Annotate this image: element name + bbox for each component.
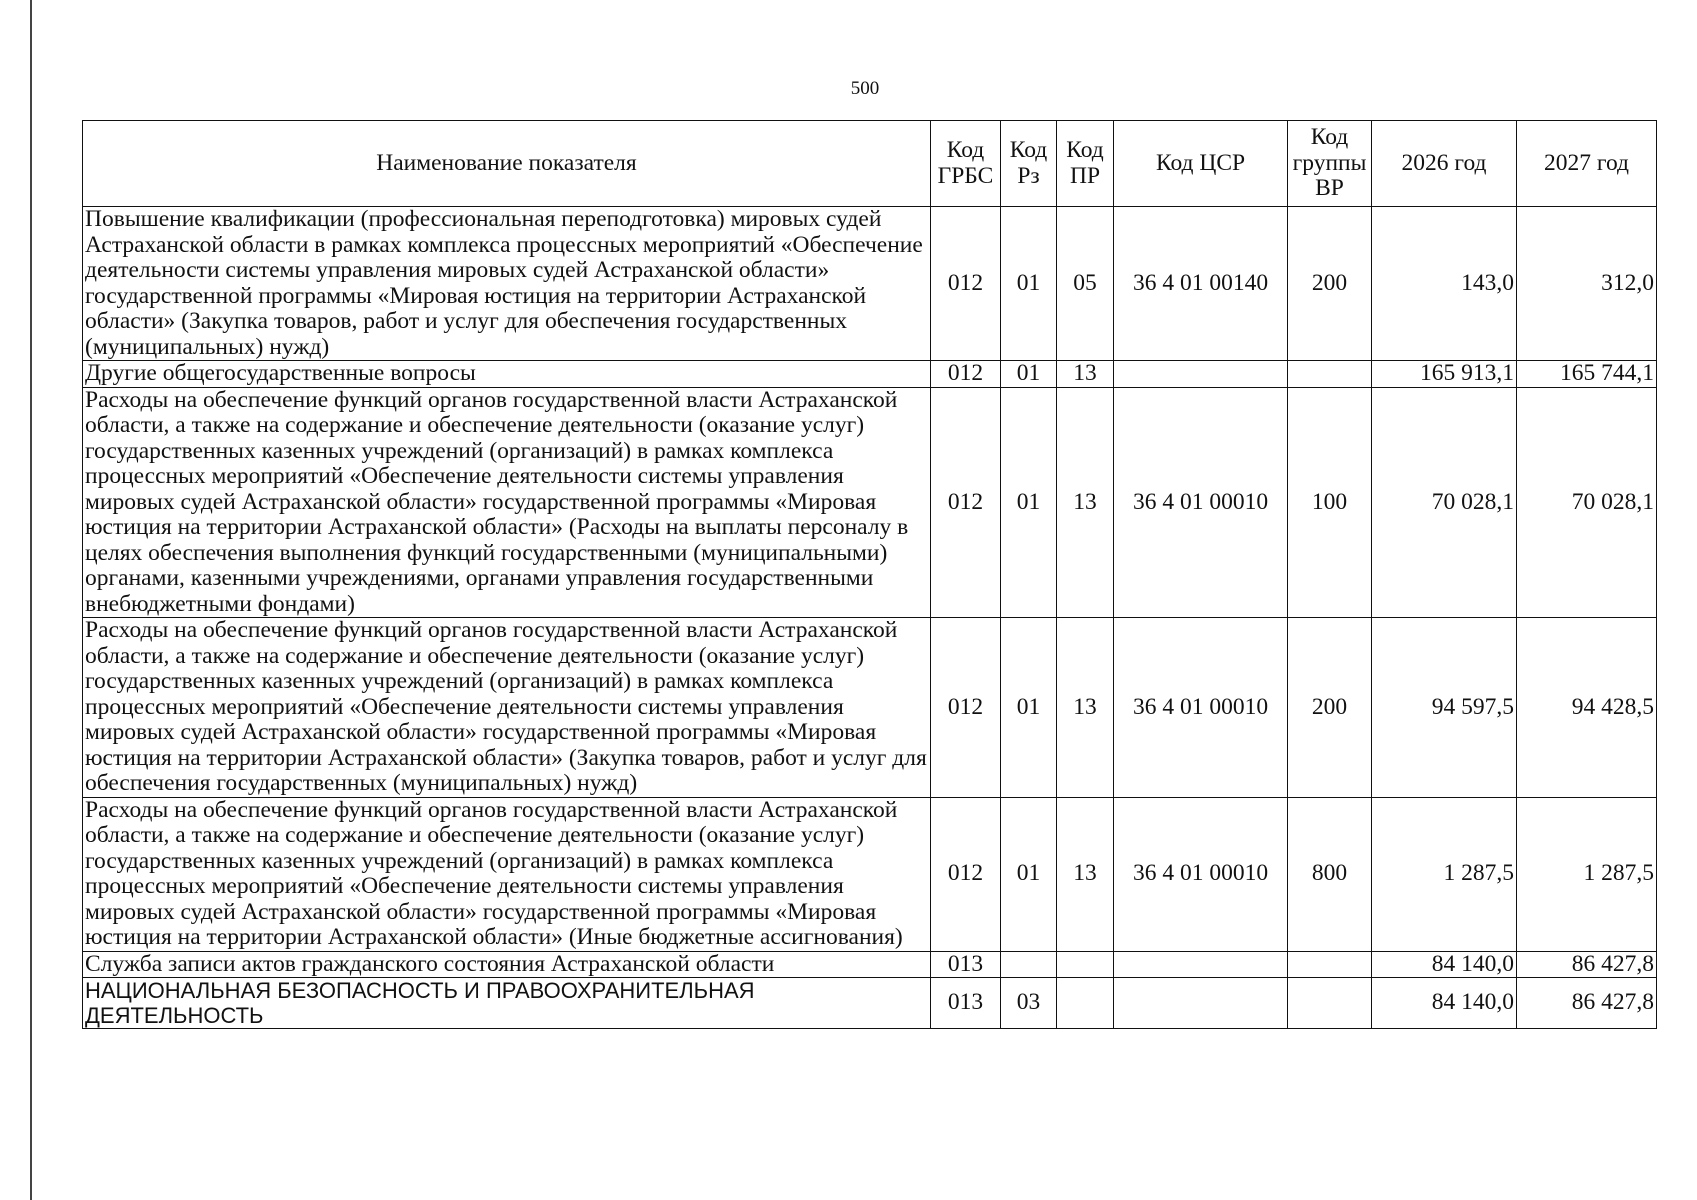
header-2026: 2026 год <box>1372 121 1517 207</box>
row-name: Другие общегосударственные вопросы <box>83 361 931 388</box>
table-row <box>83 387 1657 618</box>
row-2027: 165 744,1 <box>1517 361 1657 388</box>
table-header-row <box>83 121 1657 207</box>
row-name: Расходы на обеспечение функций органов государственной власти Астраханской области, а также на содержание и обеспечение деятельности (оказание услуг) государственных казенных учреждений (организаций) в рамках комплекса процессных мероприятий «Обеспечение деятельности системы управления мировых судей Астраханской области» государственной программы «Мировая юстиция на территории Астраханской области» (Расходы на выплаты персоналу в целях обеспечения выполнения функций государственными (муниципальными) органами, казенными учреждениями, органами управления государственными внебюджетными фондами) <box>83 387 931 618</box>
header-rz: Код Рз <box>1001 121 1057 207</box>
row-pr <box>1057 978 1114 1029</box>
header-csr: Код ЦСР <box>1114 121 1288 207</box>
row-name: НАЦИОНАЛЬНАЯ БЕЗОПАСНОСТЬ И ПРАВООХРАНИТЕЛЬНАЯ ДЕЯТЕЛЬНОСТЬ <box>83 978 931 1029</box>
row-csr <box>1114 978 1288 1029</box>
row-csr: 36 4 01 00010 <box>1114 618 1288 798</box>
row-2026: 165 913,1 <box>1372 361 1517 388</box>
row-grbs: 012 <box>931 207 1001 361</box>
row-2026: 84 140,0 <box>1372 951 1517 978</box>
row-csr: 36 4 01 00010 <box>1114 797 1288 951</box>
table-row <box>83 361 1657 388</box>
row-grbs: 012 <box>931 361 1001 388</box>
row-vr: 200 <box>1288 618 1372 798</box>
row-vr <box>1288 361 1372 388</box>
row-csr <box>1114 951 1288 978</box>
page-margin-line <box>30 0 32 1200</box>
row-pr: 13 <box>1057 387 1114 618</box>
row-rz: 01 <box>1001 207 1057 361</box>
row-pr: 13 <box>1057 618 1114 798</box>
row-2026: 70 028,1 <box>1372 387 1517 618</box>
row-csr: 36 4 01 00140 <box>1114 207 1288 361</box>
row-vr: 100 <box>1288 387 1372 618</box>
row-grbs: 013 <box>931 951 1001 978</box>
row-2027: 94 428,5 <box>1517 618 1657 798</box>
table-row <box>83 207 1657 361</box>
row-pr <box>1057 951 1114 978</box>
row-pr: 13 <box>1057 361 1114 388</box>
row-name: Расходы на обеспечение функций органов государственной власти Астраханской области, а также на содержание и обеспечение деятельности (оказание услуг) государственных казенных учреждений (организаций) в рамках комплекса процессных мероприятий «Обеспечение деятельности системы управления мировых судей Астраханской области» государственной программы «Мировая юстиция на территории Астраханской области» (Закупка товаров, работ и услуг для обеспечения государственных (муниципальных) нужд) <box>83 618 931 798</box>
row-rz: 03 <box>1001 978 1057 1029</box>
row-pr: 05 <box>1057 207 1114 361</box>
row-name: Повышение квалификации (профессиональная переподготовка) мировых судей Астраханской области в рамках комплекса процессных мероприятий «Обеспечение деятельности системы управления мировых судей Астраханской области» государственной программы «Мировая юстиция на территории Астраханской области» (Закупка товаров, работ и услуг для обеспечения государственных (муниципальных) нужд) <box>83 207 931 361</box>
row-grbs: 012 <box>931 618 1001 798</box>
header-pr: Код ПР <box>1057 121 1114 207</box>
row-name: Служба записи актов гражданского состояния Астраханской области <box>83 951 931 978</box>
row-rz: 01 <box>1001 387 1057 618</box>
page-number: 500 <box>850 78 880 99</box>
row-grbs: 012 <box>931 387 1001 618</box>
row-csr <box>1114 361 1288 388</box>
row-grbs: 012 <box>931 797 1001 951</box>
row-grbs: 013 <box>931 978 1001 1029</box>
header-2027: 2027 год <box>1517 121 1657 207</box>
row-vr <box>1288 978 1372 1029</box>
header-name: Наименование показателя <box>83 121 931 207</box>
row-2027: 1 287,5 <box>1517 797 1657 951</box>
budget-table <box>82 120 1657 1029</box>
row-2027: 86 427,8 <box>1517 978 1657 1029</box>
row-rz <box>1001 951 1057 978</box>
table-row <box>83 797 1657 951</box>
row-name: Расходы на обеспечение функций органов государственной власти Астраханской области, а также на содержание и обеспечение деятельности (оказание услуг) государственных казенных учреждений (организаций) в рамках комплекса процессных мероприятий «Обеспечение деятельности системы управления мировых судей Астраханской области» государственной программы «Мировая юстиция на территории Астраханской области» (Иные бюджетные ассигнования) <box>83 797 931 951</box>
row-rz: 01 <box>1001 361 1057 388</box>
header-vr: Код группы ВР <box>1288 121 1372 207</box>
row-2026: 143,0 <box>1372 207 1517 361</box>
row-csr: 36 4 01 00010 <box>1114 387 1288 618</box>
row-vr: 800 <box>1288 797 1372 951</box>
table-row <box>83 978 1657 1029</box>
row-vr <box>1288 951 1372 978</box>
row-2026: 84 140,0 <box>1372 978 1517 1029</box>
row-2026: 1 287,5 <box>1372 797 1517 951</box>
table-row <box>83 951 1657 978</box>
row-vr: 200 <box>1288 207 1372 361</box>
row-2027: 312,0 <box>1517 207 1657 361</box>
row-2027: 70 028,1 <box>1517 387 1657 618</box>
row-rz: 01 <box>1001 797 1057 951</box>
row-2027: 86 427,8 <box>1517 951 1657 978</box>
header-grbs: Код ГРБС <box>931 121 1001 207</box>
row-pr: 13 <box>1057 797 1114 951</box>
row-2026: 94 597,5 <box>1372 618 1517 798</box>
row-rz: 01 <box>1001 618 1057 798</box>
table-row <box>83 618 1657 798</box>
